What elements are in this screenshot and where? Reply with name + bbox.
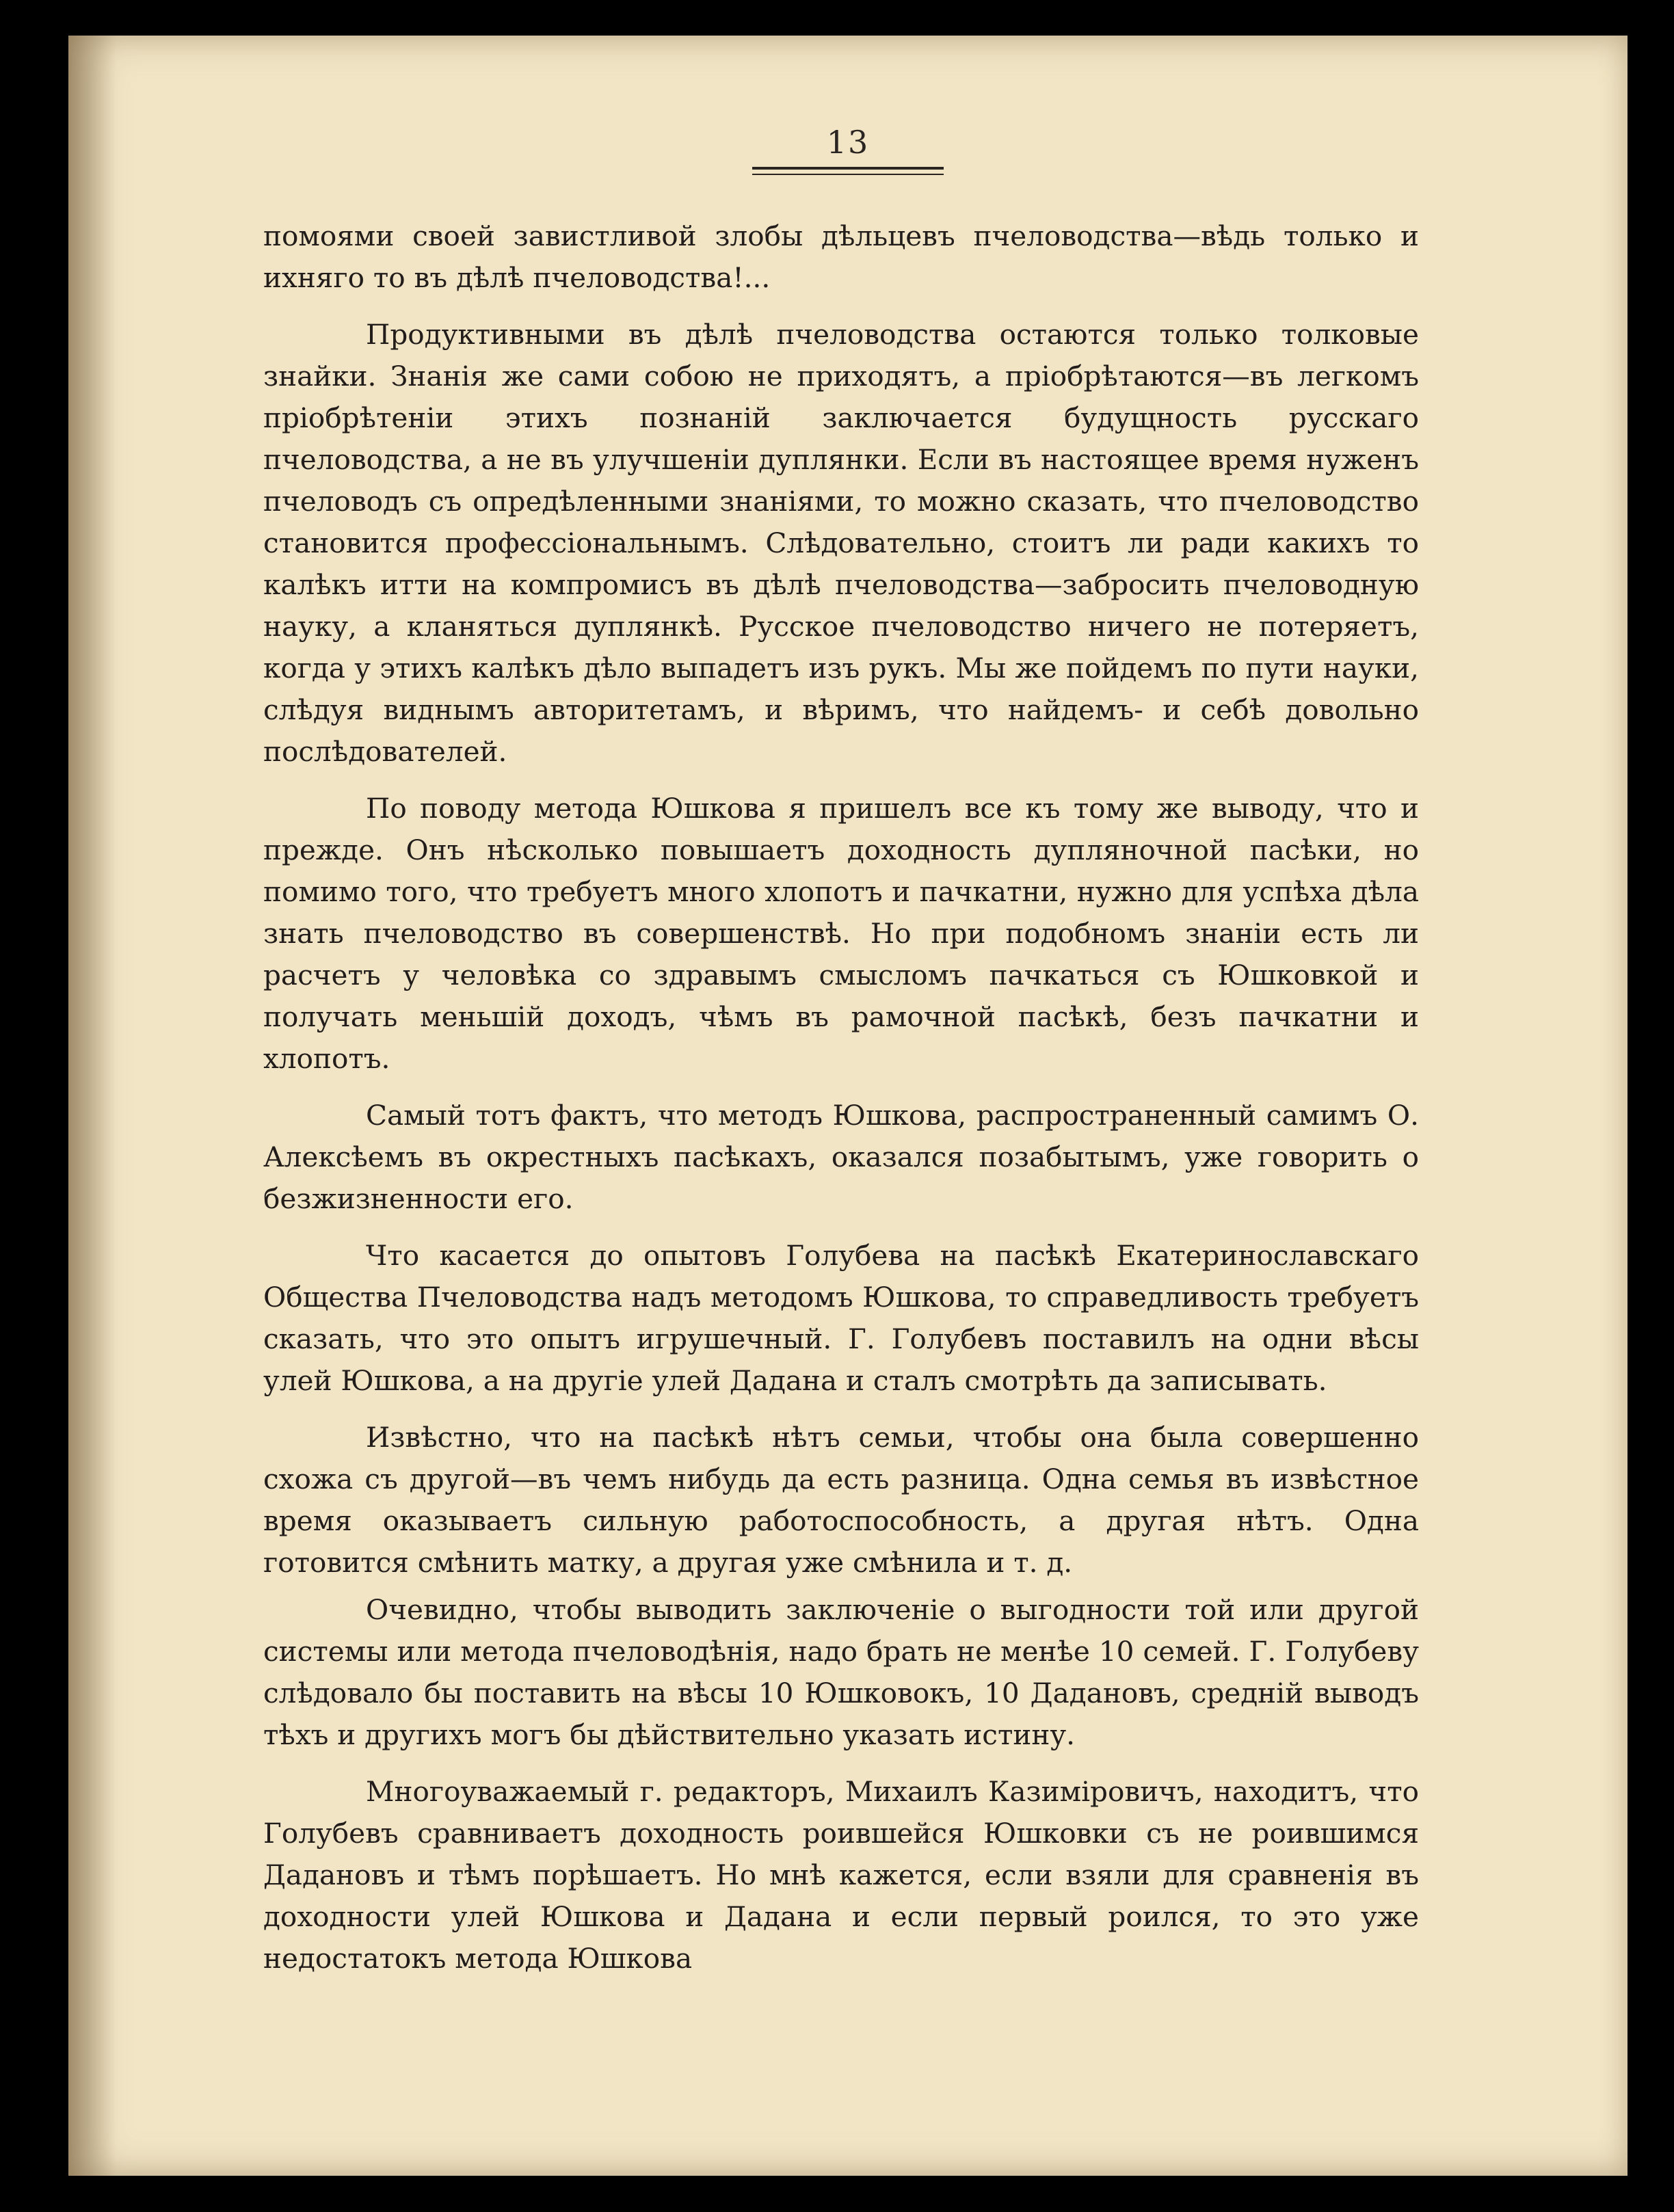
paragraph-5: Что касается до опытовъ Голубева на пасѣкѣ Екатеринославскаго Общества Пчеловодства надъ методомъ Юшкова, то справедливость требуетъ сказать, что это опытъ игрушечный. Г. Голубевъ поставилъ на одни вѣсы улей Юшкова, а на другіе улей Дадана и сталъ смотрѣть да записывать. [263, 1239, 1419, 1397]
paragraph-3: По поводу метода Юшкова я пришелъ все къ тому же выводу, что и прежде. Онъ нѣсколько повышаетъ доходность дупляночной пасѣки, но помимо того, что требуетъ много хлопотъ и пачкатни, нужно для успѣха дѣла знать пчеловодство въ совершенствѣ. Но при подобномъ знаніи есть ли расчетъ у человѣка со здравымъ смысломъ пачкаться съ Юшковкой и получать меньшій доходъ, чѣмъ въ рамочной пасѣкѣ, безъ пачкатни и хлопотъ. [263, 792, 1419, 1075]
paragraph-7: Очевидно, чтобы выводить заключеніе о выгодности той или другой системы или метода пчеловодѣнія, надо брать не менѣе 10 семей. Г. Голубеву слѣдовало бы поставить на вѣсы 10 Юшковокъ, 10 Дадановъ, средній выводъ тѣхъ и другихъ могъ бы дѣйствительно указать истину. [263, 1593, 1419, 1751]
paragraph-6: Извѣстно, что на пасѣкѣ нѣтъ семьи, чтобы она была совершенно схожа съ другой—въ чемъ нибудь да есть разница. Одна семья въ извѣстное время оказываетъ сильную работоспособность, а другая нѣтъ. Одна готовится смѣнить матку, а другая уже смѣнила и т. д. [263, 1421, 1419, 1579]
paragraph-8: Многоуважаемый г. редакторъ, Михаилъ Казиміровичъ, находитъ, что Голубевъ сравниваетъ доходность роившейся Юшковки съ не роившимся Дадановъ и тѣмъ порѣшаетъ. Но мнѣ кажется, если взяли для сравненія въ доходности улей Юшкова и Дадана и если первый роился, то это уже недостатокъ метода Юшкова [263, 1775, 1419, 1975]
page-body-text [263, 215, 1419, 1995]
page-gutter-shadow [68, 36, 116, 2176]
paragraph-4: Самый тотъ фактъ, что методъ Юшкова, распространенный самимъ О. Алексѣемъ въ окрестныхъ пасѣкахъ, оказался позабытымъ, уже говорить о безжизненности его. [263, 1099, 1419, 1215]
paragraph-1: помоями своей завистливой злобы дѣльцевъ пчеловодства—вѣдь только и ихняго то въ дѣлѣ пчеловодства!... [263, 219, 1419, 294]
paragraph-2: Продуктивными въ дѣлѣ пчеловодства остаются только толковые знайки. Знанія же сами собою не приходятъ, а пріобрѣтаются—въ легкомъ пріобрѣтеніи этихъ познаній заключается будущность русскаго пчеловодства, а не въ улучшеніи дуплянки. Если въ настоящее время нуженъ пчеловодъ съ опредѣленными знаніями, то можно сказать, что пчеловодство становится профессіональнымъ. Слѣдовательно, стоитъ ли ради какихъ то калѣкъ итти на компромисъ въ дѣлѣ пчеловодства—забросить пчеловодную науку, а кланяться дуплянкѣ. Русское пчеловодство ничего не потеряетъ, когда у этихъ калѣкъ дѣло выпадетъ изъ рукъ. Мы же пойдемъ по пути науки, слѣдуя виднымъ авторитетамъ, и вѣримъ, что найдемъ- и себѣ довольно послѣдователей. [263, 318, 1419, 768]
page-header [745, 123, 951, 175]
page-right-edge [1628, 36, 1674, 2176]
page-number: 13 [826, 124, 870, 161]
header-double-rule [752, 167, 944, 175]
